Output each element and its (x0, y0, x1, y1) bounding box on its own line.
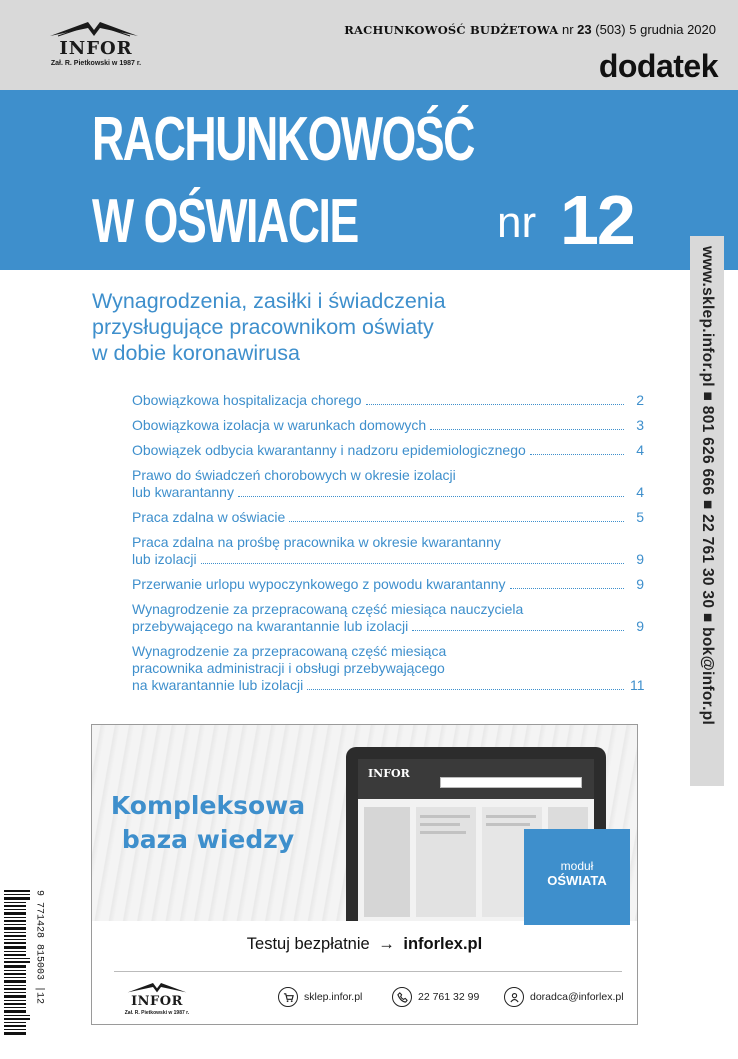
toc-entry-title-cont: lub izolacji (132, 551, 197, 567)
toc-leader-dots (510, 588, 624, 589)
toc-entry-title-cont: pracownika administracji i obsługi przebywającego (132, 660, 445, 676)
infor-logo (36, 16, 156, 76)
module-label: moduł (560, 859, 594, 873)
toc-entry-title: Prawo do świadczeń chorobowych w okresie izolacji (132, 467, 456, 483)
toc-entry-title-cont: lub kwarantanny (132, 484, 234, 500)
barcode (4, 890, 44, 1040)
screen-text-line (420, 831, 466, 834)
screen-text-line (486, 815, 536, 818)
toc-page-number: 9 (636, 576, 644, 592)
ad-divider (114, 971, 622, 972)
advisor-icon (504, 987, 524, 1007)
ad-infor-logo (112, 979, 202, 1019)
title-line-1: RACHUNKOWOŚĆ (92, 105, 474, 174)
advertisement (91, 724, 638, 1025)
table-of-contents (132, 392, 644, 694)
logo-brand: INFOR (59, 38, 133, 59)
cta-text: Testuj bezpłatnie (246, 935, 370, 953)
toc-page-number: 2 (636, 392, 644, 408)
ad-headline (92, 789, 324, 857)
cta-link[interactable]: inforlex.pl (403, 935, 483, 953)
ad-logo-established: Zał. R. Pietkowski w 1987 r. (124, 1010, 190, 1016)
subtitle (92, 288, 612, 366)
contact-phone[interactable] (392, 987, 479, 1007)
publication-name: RACHUNKOWOŚĆ BUDŻETOWA (344, 23, 559, 37)
logo-established: Zał. R. Pietkowski w 1987 r. (50, 60, 142, 67)
contact-email-text: doradca@inforlex.pl (530, 991, 624, 1003)
toc-entry-title: Przerwanie urlopu wypoczynkowego z powodu kwarantanny (132, 576, 506, 592)
screen-text-line (420, 815, 470, 818)
toc-entry-title: Obowiązkowa hospitalizacja chorego (132, 392, 362, 408)
toc-entry-title-cont: przebywającego na kwarantannie lub izolacji (132, 618, 409, 634)
toc-leader-dots (238, 496, 624, 497)
toc-leader-dots (530, 454, 624, 455)
toc-entry[interactable] (132, 467, 644, 501)
supplement-label: dodatek (598, 48, 718, 84)
toc-leader-dots (289, 521, 624, 522)
toc-leader-dots (412, 630, 624, 631)
toc-entry[interactable] (132, 509, 644, 526)
barcode-digits: 9 771428 815003 |12 (33, 890, 45, 1005)
subtitle-line: przysługujące pracownikom oświaty (92, 315, 434, 339)
toc-entry-title: Praca zdalna w oświacie (132, 509, 286, 525)
screen-logo: INFOR (368, 767, 410, 780)
arrow-right-icon: → (378, 935, 395, 953)
contact-strip-text-wrap (690, 246, 724, 776)
title-nr-value: 12 (560, 181, 634, 259)
toc-entry-title: Praca zdalna na prośbę pracownika w okresie kwarantanny (132, 534, 501, 550)
module-badge (524, 829, 630, 925)
module-name: OŚWIATA (547, 873, 607, 888)
contact-shop-text: sklep.infor.pl (304, 991, 363, 1003)
issue-number: 23 (577, 22, 592, 37)
screen-sidebar (364, 807, 410, 917)
header-band (0, 0, 738, 90)
toc-entry[interactable] (132, 601, 644, 635)
contact-strip-text: www.sklep.infor.pl ■ 801 626 666 ■ 22 761 30 30 ■ bok@infor.pl (699, 246, 716, 726)
title-nr-label: nr (497, 198, 537, 247)
issue-prefix: nr (561, 22, 574, 37)
wing-emblem-icon (48, 16, 140, 40)
contact-email[interactable] (504, 987, 624, 1007)
toc-entry[interactable] (132, 392, 644, 409)
screen-search-bar (440, 777, 582, 788)
title-line-2: W OŚWIACIE (92, 187, 358, 256)
wing-emblem-icon (124, 979, 190, 995)
toc-entry[interactable] (132, 643, 644, 694)
screen-text-line (486, 823, 530, 826)
issue-line (344, 22, 716, 37)
contact-phone-text: 22 761 32 99 (418, 991, 480, 1003)
toc-leader-dots (366, 404, 624, 405)
toc-entry[interactable] (132, 417, 644, 434)
toc-page-number: 4 (636, 484, 644, 500)
ad-logo-brand: INFOR (131, 994, 183, 1009)
ad-headline-line: Kompleksowa (110, 791, 306, 820)
toc-leader-dots (430, 429, 624, 430)
toc-entry-title: Wynagrodzenie za przepracowaną część miesiąca (132, 643, 447, 659)
issue-total: (503) (595, 22, 626, 37)
cart-icon (278, 987, 298, 1007)
toc-page-number: 5 (636, 509, 644, 525)
toc-leader-dots (201, 563, 624, 564)
barcode-bars (4, 890, 34, 1040)
subtitle-line: Wynagrodzenia, zasiłki i świadczenia (92, 289, 446, 313)
ad-headline-line: baza wiedzy (121, 825, 295, 854)
toc-page-number: 9 (636, 618, 644, 634)
phone-icon (392, 987, 412, 1007)
toc-entry-title: Wynagrodzenie za przepracowaną część miesiąca nauczyciela (132, 601, 524, 617)
toc-entry-title: Obowiązek odbycia kwarantanny i nadzoru epidemiologicznego (132, 442, 526, 458)
issue-date: 5 grudnia 2020 (629, 22, 716, 37)
subtitle-line: w dobie koronawirusa (92, 341, 300, 365)
barcode-digits-wrap (34, 890, 44, 1040)
ad-call-to-action[interactable] (92, 935, 637, 954)
toc-page-number: 4 (636, 442, 644, 458)
toc-entry[interactable] (132, 442, 644, 459)
contact-shop[interactable] (278, 987, 362, 1007)
toc-entry[interactable] (132, 534, 644, 568)
screen-text-line (420, 823, 460, 826)
toc-leader-dots (307, 689, 624, 690)
toc-page-number: 9 (636, 551, 644, 567)
toc-page-number: 11 (630, 677, 645, 693)
toc-entry[interactable] (132, 576, 644, 593)
toc-entry-title-cont: na kwarantannie lub izolacji (132, 677, 304, 693)
toc-entry-title: Obowiązkowa izolacja w warunkach domowych (132, 417, 427, 433)
toc-page-number: 3 (636, 417, 644, 433)
